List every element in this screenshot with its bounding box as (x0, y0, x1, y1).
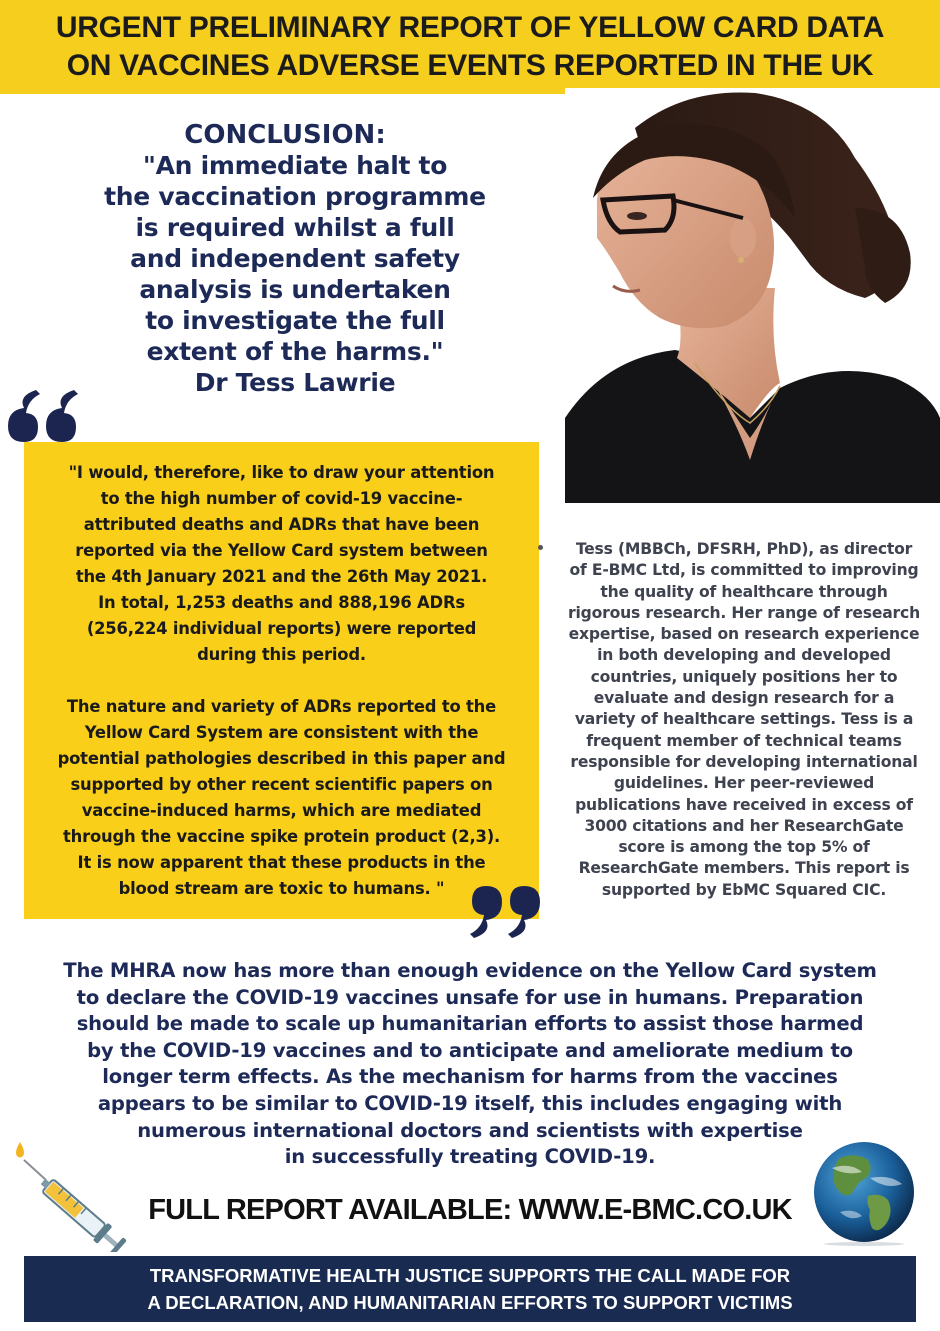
quote-line: Yellow Card System are consistent with the (84, 723, 479, 742)
statement-line: in successfully treating COVID-19. (284, 1145, 656, 1169)
conclusion-line: and independent safety (130, 244, 460, 273)
quote-line: the 4th January 2021 and the 26th May 2021. (75, 567, 488, 586)
bio-line: countries, uniquely positions her to (590, 667, 898, 686)
quote-line: through the vaccine spike protein product (2,3). (62, 827, 501, 846)
header-title-line-1: URGENT PRELIMINARY REPORT OF YELLOW CARD DATA (55, 11, 885, 44)
conclusion-line: to investigate the full (145, 306, 445, 335)
footer-banner (24, 1256, 916, 1322)
conclusion-label: CONCLUSION: (184, 120, 386, 150)
quote-line: vaccine-induced harms, which are mediated (81, 801, 482, 820)
bullet-dot (538, 545, 543, 550)
statement-line: by the COVID-19 vaccines and to anticipate and ameliorate medium to (87, 1038, 853, 1062)
quote-line: reported via the Yellow Card system between (75, 541, 488, 560)
bio-line: guidelines. Her peer-reviewed (613, 774, 875, 793)
statement-line: should be made to scale up humanitarian efforts to assist those harmed (76, 1012, 864, 1036)
bio-line: frequent member of technical teams (586, 731, 902, 750)
conclusion-block (60, 120, 530, 398)
header-banner (0, 0, 940, 94)
bio-line: supported by EbMC Squared CIC. (601, 880, 887, 899)
quote-line: "I would, therefore, like to draw your attention (68, 463, 495, 482)
quote-line: blood stream are toxic to humans. " (118, 879, 445, 898)
statement-line: appears to be similar to COVID-19 itself, this includes engaging with (97, 1091, 843, 1115)
mhra-statement (0, 958, 940, 1171)
statement-line: longer term effects. As the mechanism for harms from the vaccines (102, 1065, 838, 1089)
open-quote-icon (4, 380, 84, 450)
conclusion-line: the vaccination programme (104, 182, 486, 211)
conclusion-author: Dr Tess Lawrie (194, 368, 396, 397)
bio-line: variety of healthcare settings. Tess is a (574, 710, 914, 729)
bio-line: of E-BMC Ltd, is committed to improving (569, 561, 919, 580)
globe-icon (810, 1138, 918, 1246)
quote-line: (256,224 individual reports) were reported (86, 619, 477, 638)
bio-line: rigorous research. Her range of research (568, 603, 920, 622)
footer-line-1: TRANSFORMATIVE HEALTH JUSTICE SUPPORTS THE CALL MADE FOR (149, 1265, 791, 1286)
bio-line: responsible for developing international (570, 752, 918, 771)
quote-paragraph-1 (30, 460, 533, 668)
quote-box (24, 442, 539, 919)
statement-line: The MHRA now has more than enough evidence on the Yellow Card system (63, 959, 877, 982)
quote-line: In total, 1,253 deaths and 888,196 ADRs (98, 593, 465, 612)
header-title-line-2: ON VACCINES ADVERSE EVENTS REPORTED IN THE UK (66, 49, 874, 82)
footer-line-2: A DECLARATION, AND HUMANITARIAN EFFORTS TO SUPPORT VICTIMS (147, 1292, 793, 1313)
bio-line: 3000 citations and her ResearchGate (584, 816, 904, 835)
portrait-photo (565, 88, 940, 503)
quote-line: The nature and variety of ADRs reported to the (66, 697, 497, 716)
bio-line: score is among the top 5% of (618, 838, 870, 857)
full-report-link[interactable]: FULL REPORT AVAILABLE: WWW.E-BMC.CO.UK (148, 1194, 792, 1226)
bio-line: in both developing and developed (597, 646, 891, 665)
bio-line: expertise, based on research experience (568, 625, 920, 644)
conclusion-line: is required whilst a full (135, 213, 455, 242)
statement-line: numerous international doctors and scientists with expertise (137, 1118, 803, 1142)
conclusion-line: "An immediate halt to (142, 151, 448, 180)
close-quote-icon (468, 880, 543, 946)
quote-line: during this period. (197, 645, 366, 664)
quote-line: potential pathologies described in this paper and (57, 749, 506, 768)
statement-line: to declare the COVID-19 vaccines unsafe for use in humans. Preparation (76, 985, 864, 1009)
quote-line: attributed deaths and ADRs that have been (83, 515, 480, 534)
bio-line: ResearchGate members. This report is (578, 859, 910, 878)
bio-line: evaluate and design research for a (593, 689, 895, 708)
quote-paragraph-2 (30, 694, 533, 902)
quote-line: supported by other recent scientific papers on (70, 775, 493, 794)
bio-line: publications have received in excess of (575, 795, 913, 814)
bio-text (548, 539, 940, 901)
bio-line: the quality of healthcare through (600, 582, 888, 601)
bio-line: Tess (MBBCh, DFSRH, PhD), as director (575, 540, 913, 558)
quote-line: It is now apparent that these products in the (77, 853, 486, 872)
conclusion-line: extent of the harms." (146, 337, 444, 366)
quote-line: to the high number of covid-19 vaccine- (100, 489, 463, 508)
conclusion-line: analysis is undertaken (139, 275, 451, 304)
